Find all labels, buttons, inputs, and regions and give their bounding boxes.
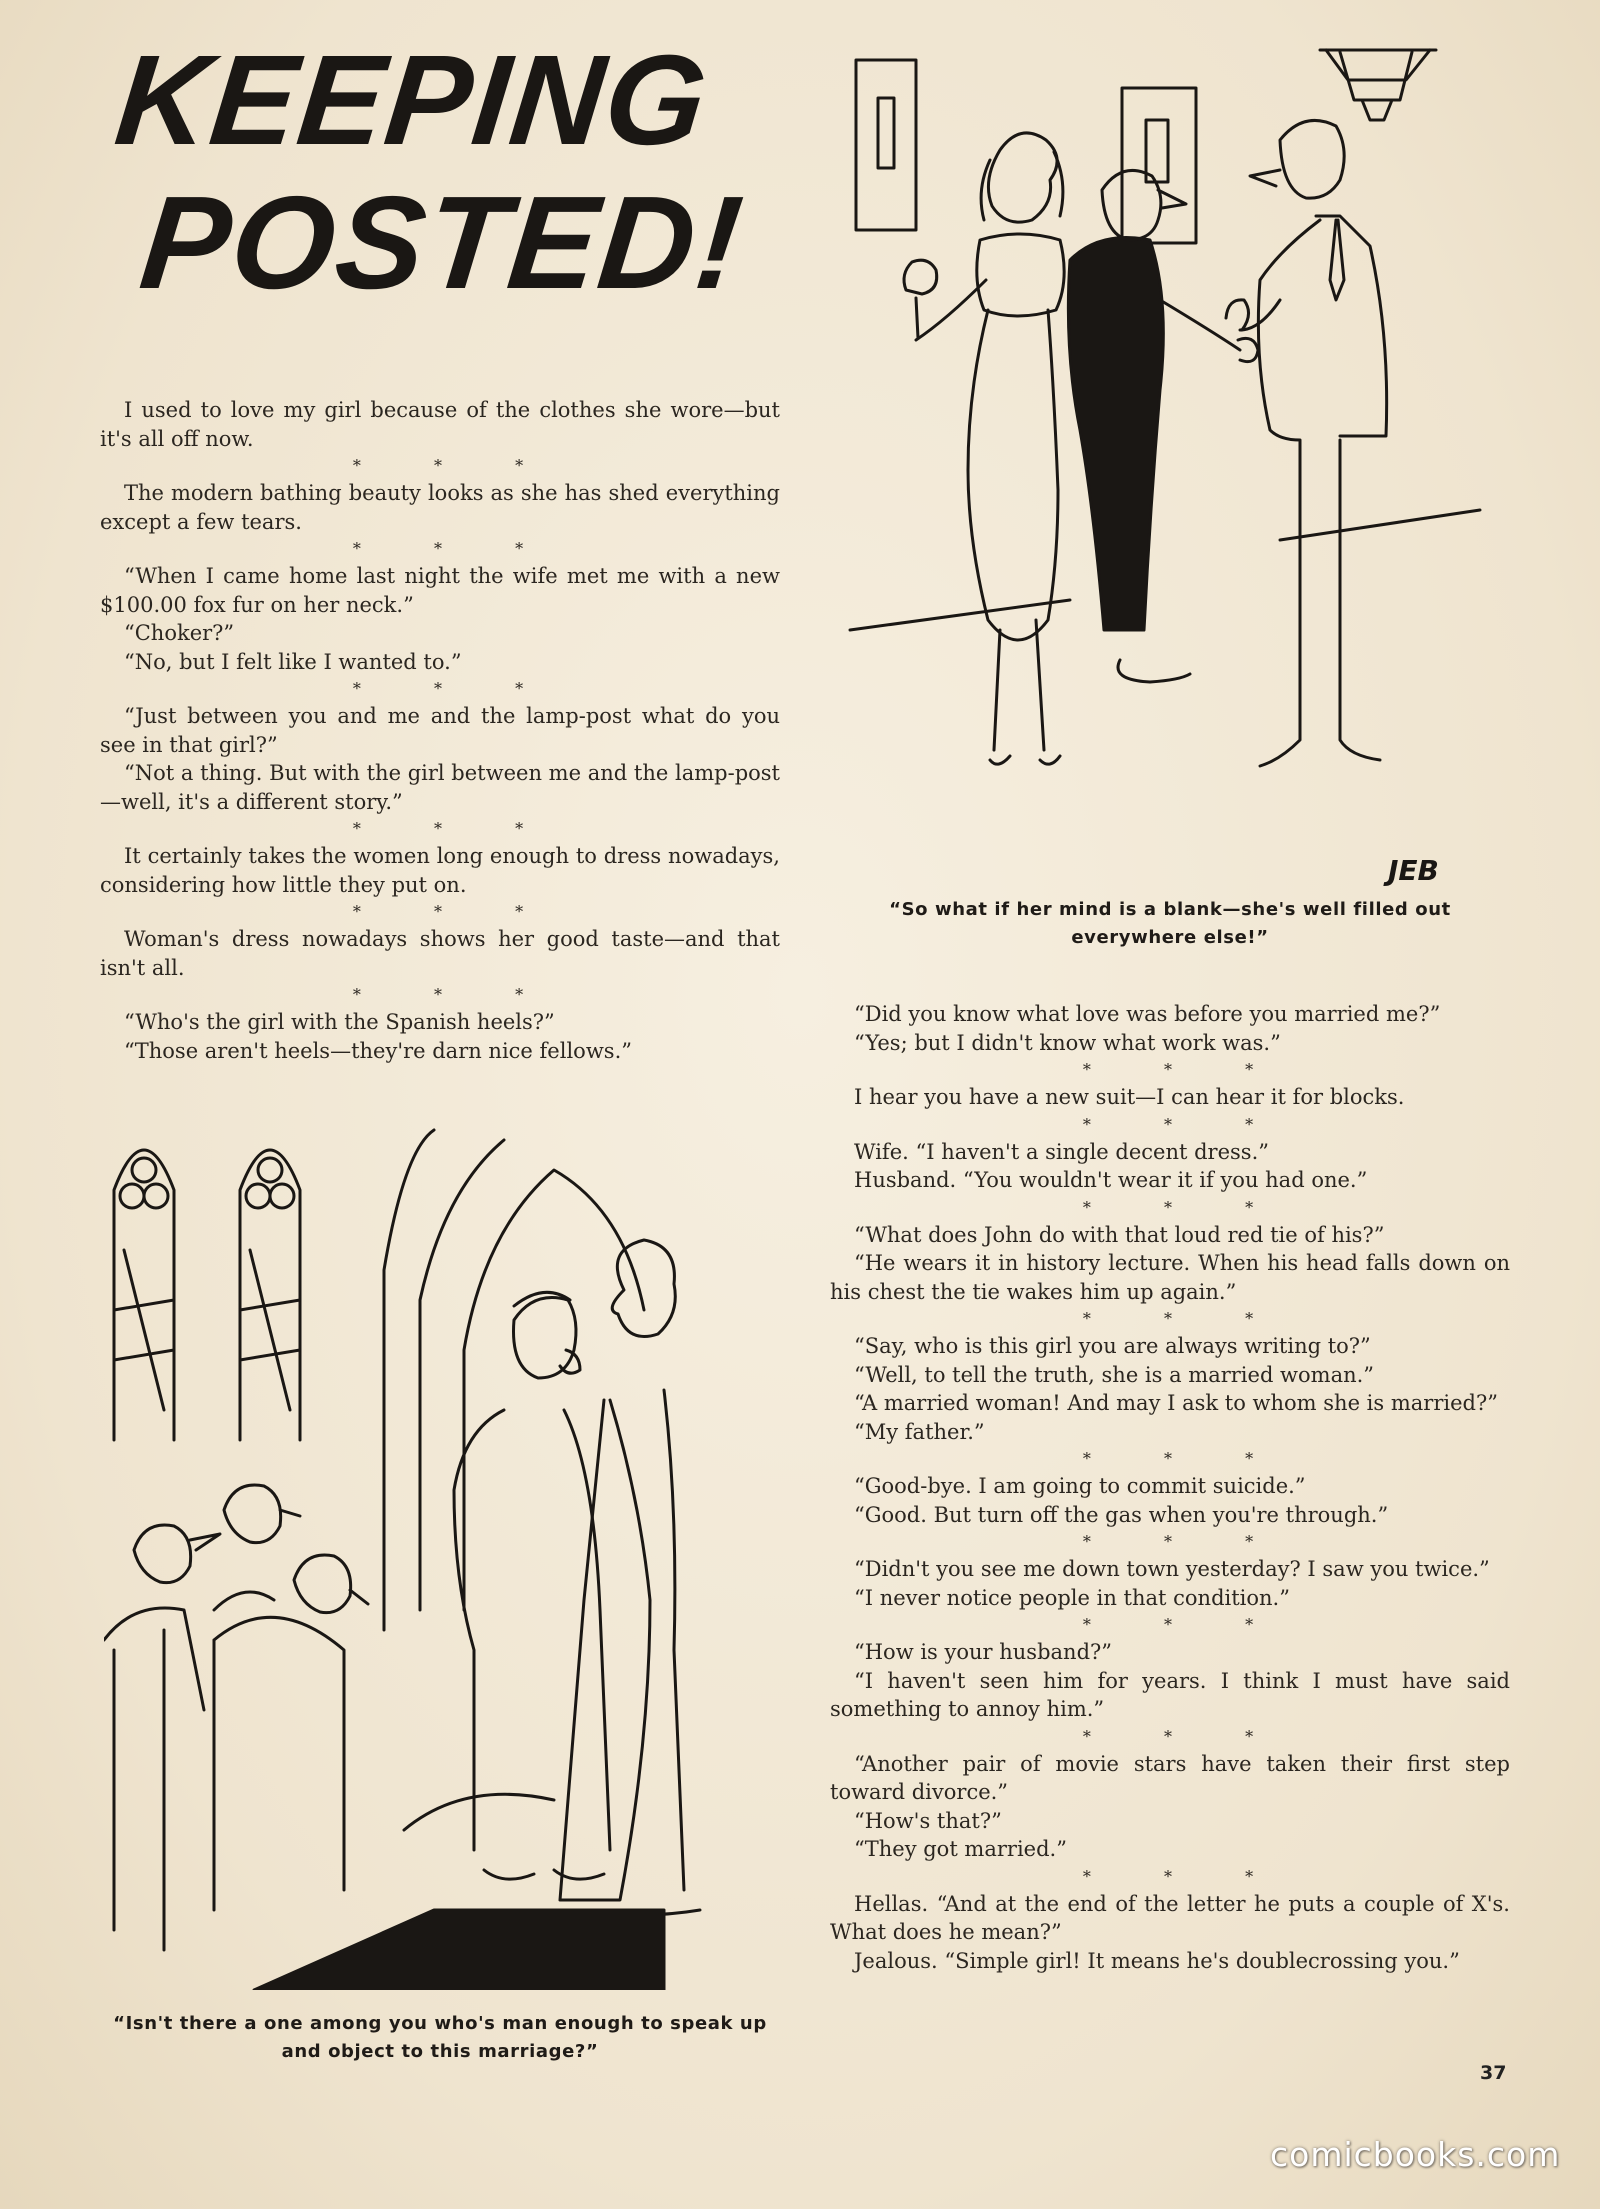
joke-separator: * * * [352, 679, 558, 698]
joke-block [830, 1332, 1510, 1446]
joke-block [830, 1083, 1510, 1112]
joke-separator: * * * [1082, 1309, 1288, 1328]
joke-separator: * * * [1082, 1114, 1288, 1134]
joke-line: “Yes; but I didn't know what work was.” [854, 1030, 1281, 1055]
joke-line: “Didn't you see me down town yesterday? I saw you twice.” [854, 1557, 1490, 1581]
joke-block [830, 1750, 1510, 1864]
joke-block [830, 1000, 1510, 1057]
joke-line: “Say, who is this girl you are always writing to?” [854, 1334, 1371, 1358]
joke-block [830, 1138, 1510, 1195]
title-line-2: POSTED! [134, 169, 751, 316]
joke-block [100, 1008, 780, 1065]
joke-line: “They got married.” [854, 1837, 1067, 1861]
joke-separator: * * * [1082, 1197, 1288, 1217]
joke-block [830, 1555, 1510, 1612]
joke-line: “My father.” [854, 1419, 985, 1444]
joke-line: “Those aren't heels—they're darn nice fellows.” [124, 1038, 632, 1063]
party-cartoon-illustration [840, 40, 1490, 900]
joke-block [100, 479, 780, 536]
joke-line: The modern bathing beauty looks as she has shed everything except a few tears. [100, 481, 780, 534]
joke-line: Hellas. “And at the end of the letter he puts a couple of X's. What does he mean?” [830, 1891, 1510, 1944]
joke-line: “No, but I felt like I wanted to.” [124, 649, 462, 674]
top-cartoon-caption: “So what if her mind is a blank—she's well filled out everywhere else!” [889, 899, 1451, 948]
joke-block [100, 702, 780, 816]
bottom-cartoon-caption: “Isn't there a one among you who's man enough to speak up and object to this marriage?” [113, 2013, 767, 2062]
joke-line: “When I came home last night the wife met me with a new $100.00 fox fur on her neck.” [100, 564, 780, 617]
cartoon-signature: JEB [1388, 854, 1439, 887]
joke-line: I used to love my girl because of the clothes she wore—but it's all off now. [100, 398, 780, 451]
joke-line: It certainly takes the women long enough to dress nowadays, considering how little they put on. [100, 844, 780, 897]
joke-separator: * * * [352, 456, 558, 475]
joke-line: “Choker?” [124, 621, 235, 645]
left-jokes-column [100, 396, 780, 1065]
joke-line: “Not a thing. But with the girl between me and the lamp-post—well, it's a different story.” [100, 761, 780, 814]
joke-line: “Just between you and me and the lamp-post what do you see in that girl?” [100, 704, 780, 757]
joke-line: “I never notice people in that condition.” [854, 1585, 1290, 1610]
joke-line: Husband. “You wouldn't wear it if you had one.” [854, 1168, 1368, 1192]
joke-line: Jealous. “Simple girl! It means he's doublecrossing you.” [854, 1948, 1460, 1973]
joke-block [830, 1638, 1510, 1724]
joke-separator: * * * [1082, 1449, 1288, 1468]
joke-line: “Another pair of movie stars have taken their first step toward divorce.” [830, 1751, 1510, 1804]
joke-separator: * * * [1082, 1615, 1288, 1634]
joke-block [830, 1472, 1510, 1529]
joke-separator: * * * [352, 985, 558, 1004]
joke-block [100, 842, 780, 899]
joke-block [830, 1221, 1510, 1307]
joke-line: “A married woman! And may I ask to whom she is married?” [854, 1391, 1498, 1415]
joke-line: “I haven't seen him for years. I think I must have said something to annoy him.” [830, 1668, 1510, 1721]
joke-line: “Well, to tell the truth, she is a married woman.” [854, 1362, 1375, 1387]
right-jokes-column [830, 1000, 1510, 1975]
joke-line: “How is your husband?” [854, 1640, 1113, 1664]
joke-block [100, 925, 780, 982]
page-number: 37 [1480, 2062, 1507, 2084]
joke-line: “How's that?” [854, 1808, 1002, 1833]
joke-block [100, 396, 780, 453]
joke-line: “Who's the girl with the Spanish heels?” [124, 1010, 555, 1034]
joke-separator: * * * [1082, 1866, 1288, 1886]
joke-line: “He wears it in history lecture. When his head falls down on his chest the tie wakes him up again.” [830, 1251, 1510, 1304]
joke-line: “Good. But turn off the gas when you're through.” [854, 1502, 1389, 1527]
joke-block [100, 562, 780, 676]
joke-line: I hear you have a new suit—I can hear it for blocks. [854, 1085, 1405, 1109]
joke-line: “Did you know what love was before you married me?” [854, 1002, 1441, 1026]
joke-line: “What does John do with that loud red tie of his?” [854, 1222, 1385, 1247]
joke-separator: * * * [352, 819, 558, 838]
title-line-1: KEEPING [109, 29, 715, 172]
joke-separator: * * * [1082, 1060, 1288, 1079]
joke-separator: * * * [352, 539, 558, 558]
joke-separator: * * * [1082, 1726, 1288, 1746]
joke-line: Wife. “I haven't a single decent dress.” [854, 1139, 1269, 1164]
article-title [92, 29, 844, 336]
joke-separator: * * * [1082, 1532, 1288, 1551]
watermark: comicbooks.com [1270, 2135, 1561, 2174]
wedding-cartoon-illustration [104, 1110, 764, 1990]
joke-line: Woman's dress nowadays shows her good taste—and that isn't all. [100, 927, 780, 980]
joke-separator: * * * [352, 902, 558, 921]
joke-block [830, 1890, 1510, 1976]
joke-line: “Good-bye. I am going to commit suicide.” [854, 1474, 1306, 1498]
